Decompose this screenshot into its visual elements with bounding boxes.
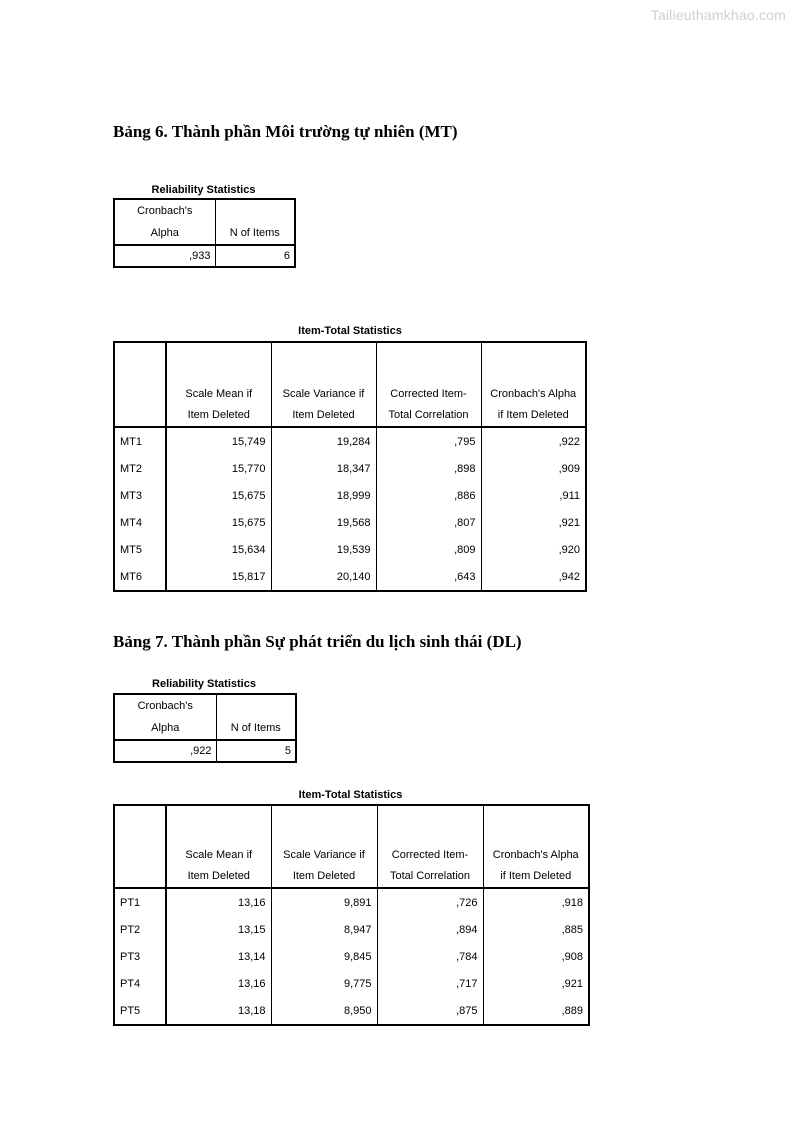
n-items-value: 6 xyxy=(283,250,290,262)
table-row: MT6 15,817 20,140 ,643 ,942 xyxy=(114,563,586,591)
watermark: Tailieuthamkhao.com xyxy=(650,7,786,23)
header-cronbach-alpha: Cronbach's Alpha xyxy=(114,694,216,740)
header-scale-mean: Scale Mean if Item Deleted xyxy=(166,805,271,888)
header-corrected-item-total: Corrected Item- Total Correlation xyxy=(376,342,481,427)
row-label-header xyxy=(114,342,166,427)
alpha-value: ,922 xyxy=(114,740,216,762)
header-alpha-if-deleted: Cronbach's Alpha if Item Deleted xyxy=(481,342,586,427)
item-total-caption: Item-Total Statistics xyxy=(298,325,402,337)
header-corrected-item-total: Corrected Item- Total Correlation xyxy=(377,805,483,888)
row-label-header xyxy=(114,805,166,888)
table-row: MT5 15,634 19,539 ,809 ,920 xyxy=(114,536,586,563)
item-total-caption: Item-Total Statistics xyxy=(298,789,403,801)
reliability-statistics-table xyxy=(113,693,297,763)
header-scale-variance: Scale Variance if Item Deleted xyxy=(271,342,376,427)
header-n-of-items: N of Items xyxy=(216,694,296,740)
header-cronbach-alpha: Cronbach's Alpha xyxy=(114,199,215,245)
table-row: MT3 15,675 18,999 ,886 ,911 xyxy=(114,482,586,509)
table-row: PT2 13,15 8,947 ,894 ,885 xyxy=(114,916,589,943)
table-row: MT4 15,675 19,568 ,807 ,921 xyxy=(114,509,586,536)
item-total-statistics-table xyxy=(113,804,590,1026)
table-row: PT4 13,16 9,775 ,717 ,921 xyxy=(114,970,589,997)
header-alpha-if-deleted: Cronbach's Alpha if Item Deleted xyxy=(483,805,589,888)
reliability-caption: Reliability Statistics xyxy=(151,184,256,196)
reliability-caption: Reliability Statistics xyxy=(152,678,256,690)
header-scale-variance: Scale Variance if Item Deleted xyxy=(271,805,377,888)
reliability-statistics-table xyxy=(113,198,296,268)
table-row: PT1 13,16 9,891 ,726 ,918 xyxy=(114,888,589,916)
item-total-statistics-table xyxy=(113,341,587,592)
table-row: PT3 13,14 9,845 ,784 ,908 xyxy=(114,943,589,970)
header-n-of-items: N of Items xyxy=(215,199,295,245)
header-scale-mean: Scale Mean if Item Deleted xyxy=(166,342,271,427)
n-items-value: 5 xyxy=(284,745,291,757)
table-7-heading: Bảng 7. Thành phần Sự phát triển du lịch sinh thái (DL) xyxy=(113,632,522,651)
table-6-heading: Bảng 6. Thành phần Môi trường tự nhiên (MT) xyxy=(113,122,458,141)
table-row: PT5 13,18 8,950 ,875 ,889 xyxy=(114,997,589,1025)
table-row: MT1 15,749 19,284 ,795 ,922 xyxy=(114,427,586,455)
table-row: MT2 15,770 18,347 ,898 ,909 xyxy=(114,455,586,482)
alpha-value: ,933 xyxy=(114,245,215,267)
